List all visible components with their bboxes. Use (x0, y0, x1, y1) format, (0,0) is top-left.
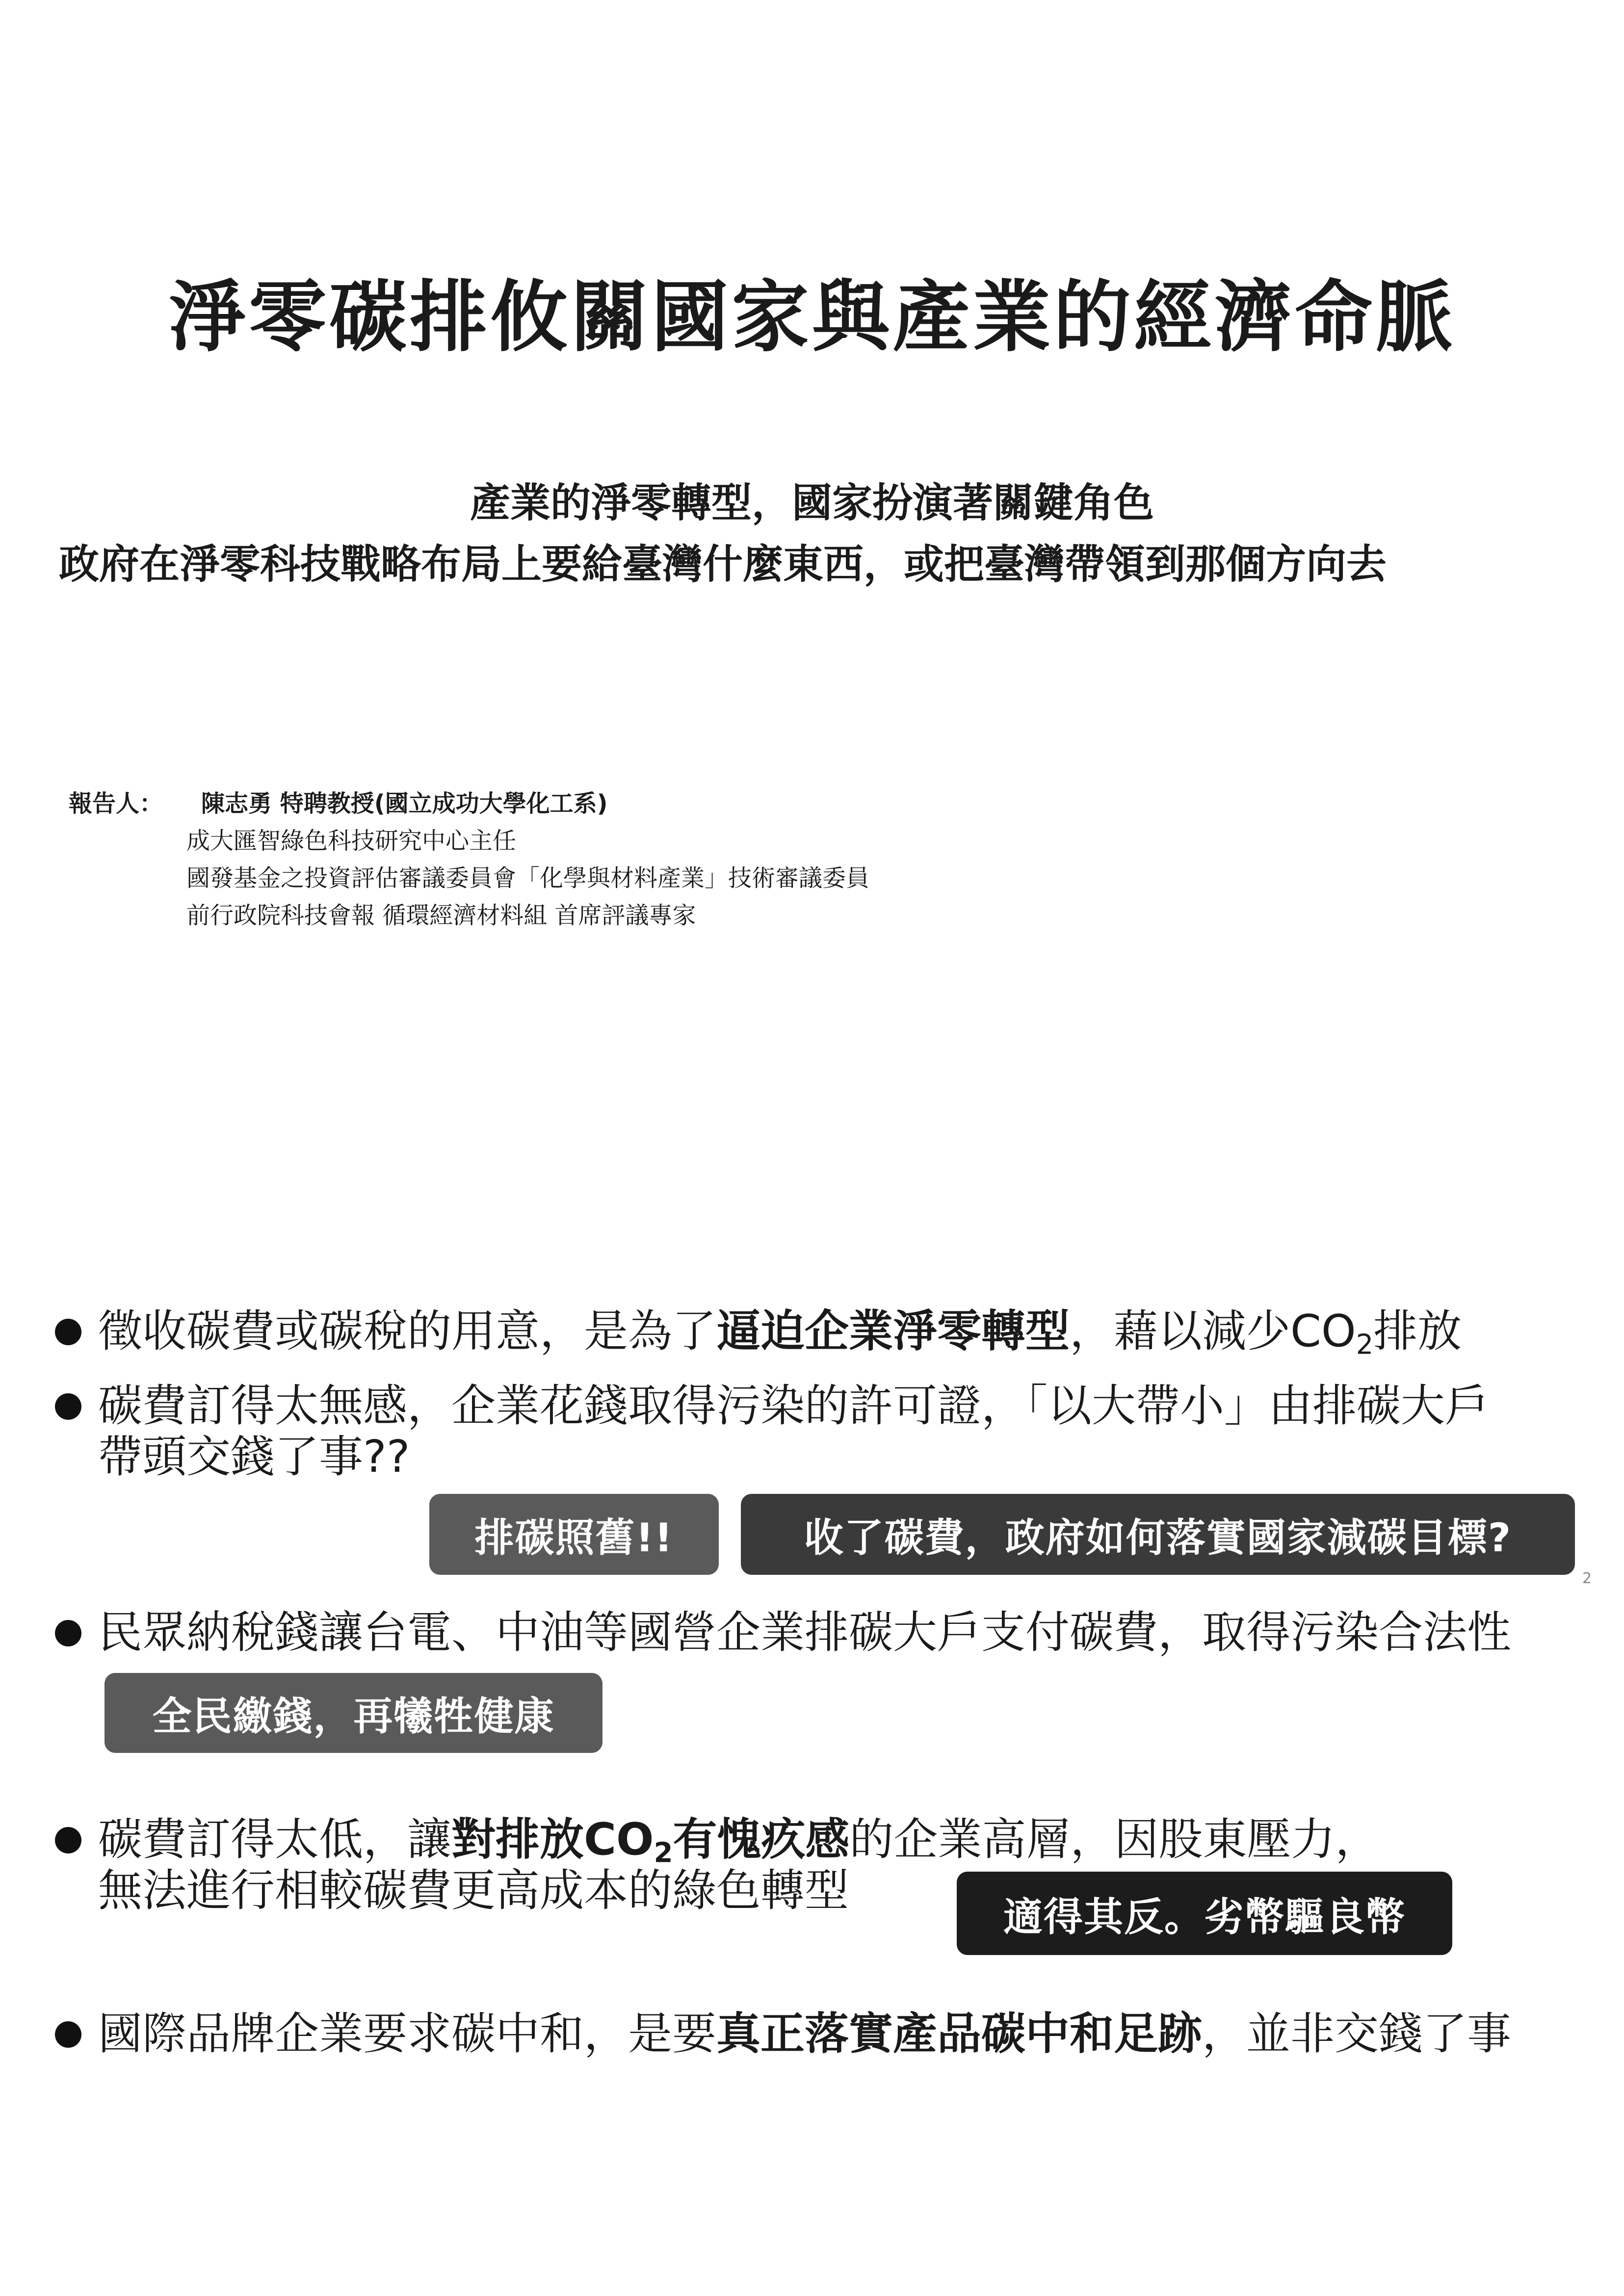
page-number: 2 (1582, 1570, 1592, 1587)
bullet-1-text-post: 排放 (1373, 1305, 1462, 1357)
reporter-label: 報告人： (69, 790, 163, 817)
bullet-1-text-bold: 逼迫企業淨零轉型 (716, 1305, 1070, 1357)
reporter-role: 成大匯智綠色科技研究中心主任 (186, 827, 517, 855)
bullet-4-line-2: 無法進行相較碳費更高成本的綠色轉型 (98, 1865, 849, 1916)
bullet-dot (55, 1319, 81, 1345)
bullet-1-text-pre: 徵收碳費或碳稅的用意，是為了 (98, 1305, 716, 1357)
bullet-3-text: 民眾納稅錢讓台電、中油等國營企業排碳大戶支付碳費，取得污染合法性 (98, 1607, 1511, 1658)
bullet-5-text (98, 2009, 1511, 2060)
subscript-2: 2 (654, 1837, 673, 1869)
bullet-4-text-bold: 對排放CO (451, 1814, 654, 1865)
badge-government-target: 收了碳費，政府如何落實國家減碳目標? (741, 1494, 1575, 1575)
reporter-role: 前行政院科技會報 循環經濟材料組 首席評議專家 (186, 902, 696, 929)
bullet-2-line-1: 碳費訂得太無感，企業花錢取得污染的許可證，「以大帶小」由排碳大戶 (98, 1380, 1489, 1432)
bullet-4-text-post: 的企業高層，因股東壓力， (849, 1814, 1380, 1865)
subtitle-line-2: 政府在淨零科技戰略布局上要給臺灣什麼東西，或把臺灣帶領到那個方向去 (59, 541, 1387, 588)
bullet-4-text-pre: 碳費訂得太低，讓 (98, 1814, 451, 1865)
badge-emissions-unchanged: 排碳照舊!! (429, 1494, 719, 1575)
reporter-role: 國發基金之投資評估審議委員會「化學與材料產業」技術審議委員 (186, 864, 870, 892)
badge-public-pays: 全民繳錢，再犧牲健康 (105, 1673, 602, 1753)
reporter-name-title: 陳志勇 特聘教授(國立成功大學化工系) (201, 790, 608, 817)
badge-bad-money: 適得其反。劣幣驅良幣 (957, 1872, 1452, 1955)
subtitle-line-1: 產業的淨零轉型，國家扮演著關鍵角色 (470, 480, 1154, 526)
bullet-5-text-post: ，並非交錢了事 (1202, 2008, 1511, 2060)
bullet-1-text-post: ，藉以減少CO (1070, 1305, 1356, 1357)
bullet-dot (55, 1827, 81, 1853)
bullet-dot (55, 2021, 81, 2048)
bullet-dot (55, 1620, 81, 1646)
bullet-dot (55, 1393, 81, 1420)
bullet-5-text-pre: 國際品牌企業要求碳中和，是要 (98, 2008, 716, 2060)
bullet-4-text-bold: 有愧疚感 (673, 1814, 850, 1865)
page-title: 淨零碳排攸關國家與產業的經濟命脈 (168, 272, 1456, 363)
bullet-5-text-bold: 真正落實產品碳中和足跡 (716, 2008, 1202, 2060)
subscript-2: 2 (1356, 1329, 1374, 1361)
bullet-2-line-2: 帶頭交錢了事?? (98, 1431, 410, 1483)
bullet-1-text (98, 1306, 1462, 1371)
